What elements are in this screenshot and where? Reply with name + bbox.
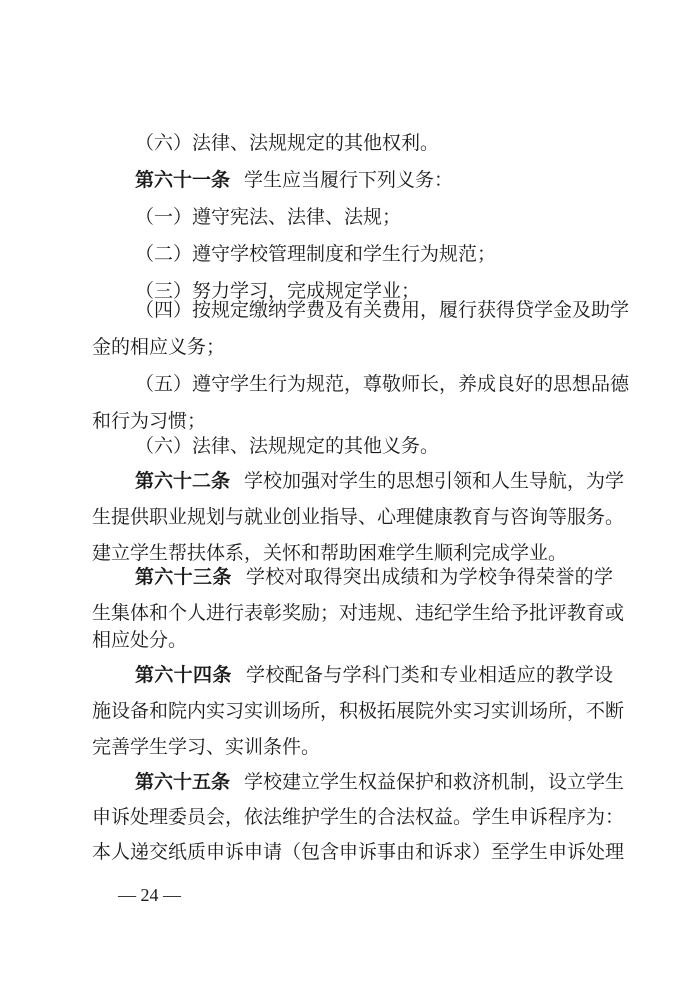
line-21: 申诉处理委员会，依法维护学生的合法权益。学生申诉程序为：	[92, 806, 625, 828]
line-13: 建立学生帮扶体系，关怀和帮助困难学生顺利完成学业。	[92, 542, 568, 564]
line-5: （三）努力学习，完成规定学业；	[135, 280, 421, 302]
article-62-heading: 第六十二条	[135, 470, 231, 492]
line-22: 本人递交纸质申诉申请（包含申诉事由和诉求）至学生申诉处理	[92, 841, 625, 863]
line-15: 生集体和个人进行表彰奖励；对违规、违纪学生给予批评教育或	[92, 602, 625, 624]
line-10: （六）法律、法规规定的其他义务。	[135, 435, 440, 457]
line-17	[135, 663, 613, 687]
line-1: （六）法律、法规规定的其他权利。	[135, 132, 440, 154]
line-4: （二）遵守学校管理制度和学生行为规范；	[135, 243, 497, 265]
line-11	[135, 469, 625, 493]
article-65-text: 学校建立学生权益保护和救济机制，设立学生	[244, 771, 625, 793]
article-62-text: 学校加强对学生的思想引领和人生导航，为学	[244, 470, 625, 492]
article-63-heading: 第六十三条	[135, 566, 232, 588]
article-64-heading: 第六十四条	[135, 664, 232, 686]
line-3: （一）遵守宪法、法律、法规；	[135, 206, 402, 228]
line-9: 和行为习惯；	[92, 410, 207, 432]
line-20	[135, 770, 625, 794]
line-8: （五）遵守学生行为规范，尊敬师长，养成良好的思想品德	[135, 373, 630, 395]
line-14	[135, 565, 613, 589]
line-18: 施设备和院内实习实训场所，积极拓展院外实习实训场所，不断	[92, 700, 625, 722]
article-61-text: 学生应当履行下列义务：	[244, 169, 454, 191]
article-63-text: 学校对取得突出成绩和为学校争得荣誉的学	[245, 566, 613, 588]
line-19: 完善学生学习、实训条件。	[92, 736, 321, 758]
line-7: 金的相应义务；	[92, 336, 226, 358]
article-65-heading: 第六十五条	[135, 771, 231, 793]
article-61-heading: 第六十一条	[135, 169, 231, 191]
line-2	[135, 168, 453, 192]
page-number: — 24 —	[118, 885, 181, 905]
article-64-text: 学校配备与学科门类和专业相适应的教学设	[245, 664, 613, 686]
line-6: （四）按规定缴纳学费及有关费用，履行获得贷学金及助学	[135, 299, 630, 321]
line-16: 相应处分。	[92, 629, 188, 651]
line-12: 生提供职业规划与就业创业指导、心理健康教育与咨询等服务。	[92, 506, 625, 528]
